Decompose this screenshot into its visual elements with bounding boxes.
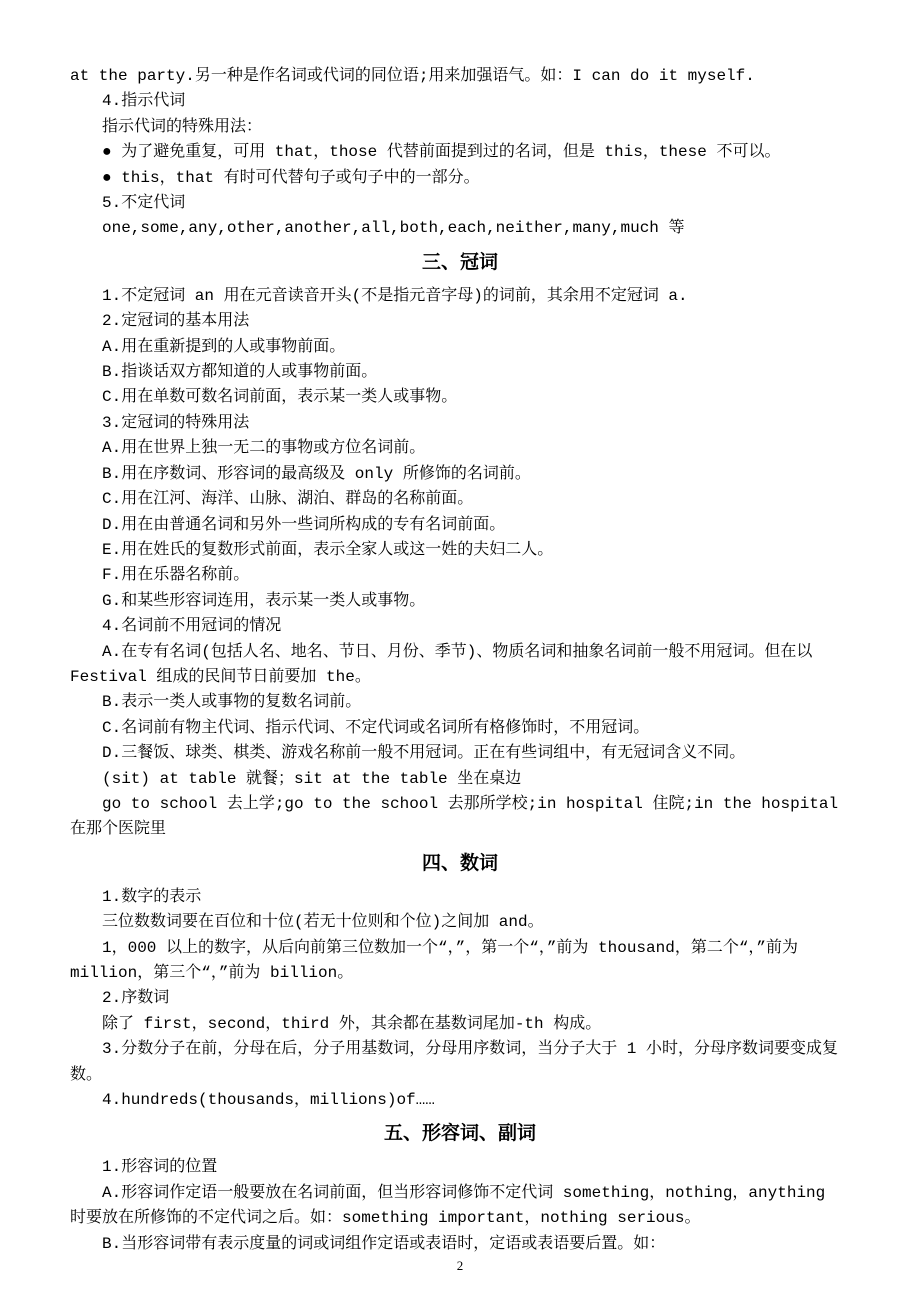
paragraph: one,some,any,other,another,all,both,each,neither,many,much 等 [102, 219, 685, 238]
document-body [70, 64, 850, 1257]
paragraph: 2.定冠词的基本用法 [102, 312, 250, 331]
paragraph: 2.序数词 [102, 989, 170, 1008]
section-heading: 五、形容词、副词 [383, 1123, 536, 1145]
section-heading: 四、数词 [421, 852, 498, 874]
paragraph: B.当形容词带有表示度量的词或词组作定语或表语时，定语或表语要后置。如： [102, 1234, 666, 1253]
paragraph: F.用在乐器名称前。 [102, 566, 250, 585]
paragraph: B.指谈话双方都知道的人或事物前面。 [102, 363, 378, 382]
paragraph: B.用在序数词、形容词的最高级及 only 所修饰的名词前。 [102, 464, 531, 483]
paragraph: 3.分数分子在前，分母在后，分子用基数词，分母用序数词，当分子大于 1 小时，分母序数词要变成复数。 [70, 1040, 839, 1084]
paragraph: go to school 去上学;go to the school 去那所学校;in hospital 住院;in the hospital 在那个医院里 [70, 794, 839, 839]
paragraph: ● this，that 有时可代替句子或句子中的一部分。 [102, 168, 480, 187]
paragraph: 5.不定代词 [102, 194, 186, 213]
paragraph: 4.hundreds(thousands，millions)of…… [102, 1091, 435, 1110]
paragraph: (sit) at table 就餐；sit at the table 坐在桌边 [102, 769, 522, 788]
paragraph: A.形容词作定语一般要放在名词前面，但当形容词修饰不定代词 something，nothing，anything 时要放在所修饰的不定代词之后。如：something important，nothing serious。 [70, 1183, 826, 1228]
paragraph: ● 为了避免重复，可用 that，those 代替前面提到过的名词，但是 this，these 不可以。 [102, 143, 781, 162]
paragraph: C.用在单数可数名词前面，表示某一类人或事物。 [102, 388, 458, 407]
paragraph: 1.不定冠词 an 用在元音读音开头(不是指元音字母)的词前，其余用不定冠词 a. [102, 286, 688, 305]
section-heading: 三、冠词 [421, 251, 498, 273]
paragraph: A.在专有名词(包括人名、地名、节日、月份、季节)、物质名词和抽象名词前一般不用冠词。但在以 Festival 组成的民间节日前要加 the。 [70, 642, 813, 686]
paragraph: D.三餐饭、球类、棋类、游戏名称前一般不用冠词。正在有些词组中，有无冠词含义不同。 [102, 744, 746, 763]
paragraph: C.用在江河、海洋、山脉、湖泊、群岛的名称前面。 [102, 490, 474, 509]
paragraph: A.用在重新提到的人或事物前面。 [102, 337, 346, 356]
paragraph: at the party.另一种是作名词或代词的同位语;用来加强语气。如：I can do it myself. [70, 67, 755, 85]
paragraph: G.和某些形容词连用，表示某一类人或事物。 [102, 591, 426, 610]
paragraph: 1.数字的表示 [102, 887, 202, 906]
paragraph: 指示代词的特殊用法： [102, 117, 263, 136]
paragraph: 三位数数词要在百位和十位(若无十位则和个位)之间加 and。 [102, 913, 544, 932]
paragraph: 3.定冠词的特殊用法 [102, 413, 250, 432]
paragraph: 4.名词前不用冠词的情况 [102, 617, 282, 636]
paragraph: C.名词前有物主代词、指示代词、不定代词或名词所有格修饰时，不用冠词。 [102, 718, 650, 737]
paragraph: A.用在世界上独一无二的事物或方位名词前。 [102, 439, 426, 458]
paragraph: 除了 first，second，third 外，其余都在基数词尾加-th 构成。 [102, 1014, 602, 1033]
page-number: 2 [456, 1258, 464, 1273]
paragraph: B.表示一类人或事物的复数名词前。 [102, 693, 362, 712]
paragraph: D.用在由普通名词和另外一些词所构成的专有名词前面。 [102, 515, 506, 534]
paragraph: 4.指示代词 [102, 92, 186, 111]
paragraph: E.用在姓氏的复数形式前面，表示全家人或这一姓的夫妇二人。 [102, 540, 554, 559]
paragraph: 1.形容词的位置 [102, 1158, 218, 1177]
paragraph: 1，000 以上的数字，从后向前第三位数加一个“，”，第一个“，”前为 thousand，第二个“，”前为 million，第三个“，”前为 billion。 [70, 938, 799, 982]
